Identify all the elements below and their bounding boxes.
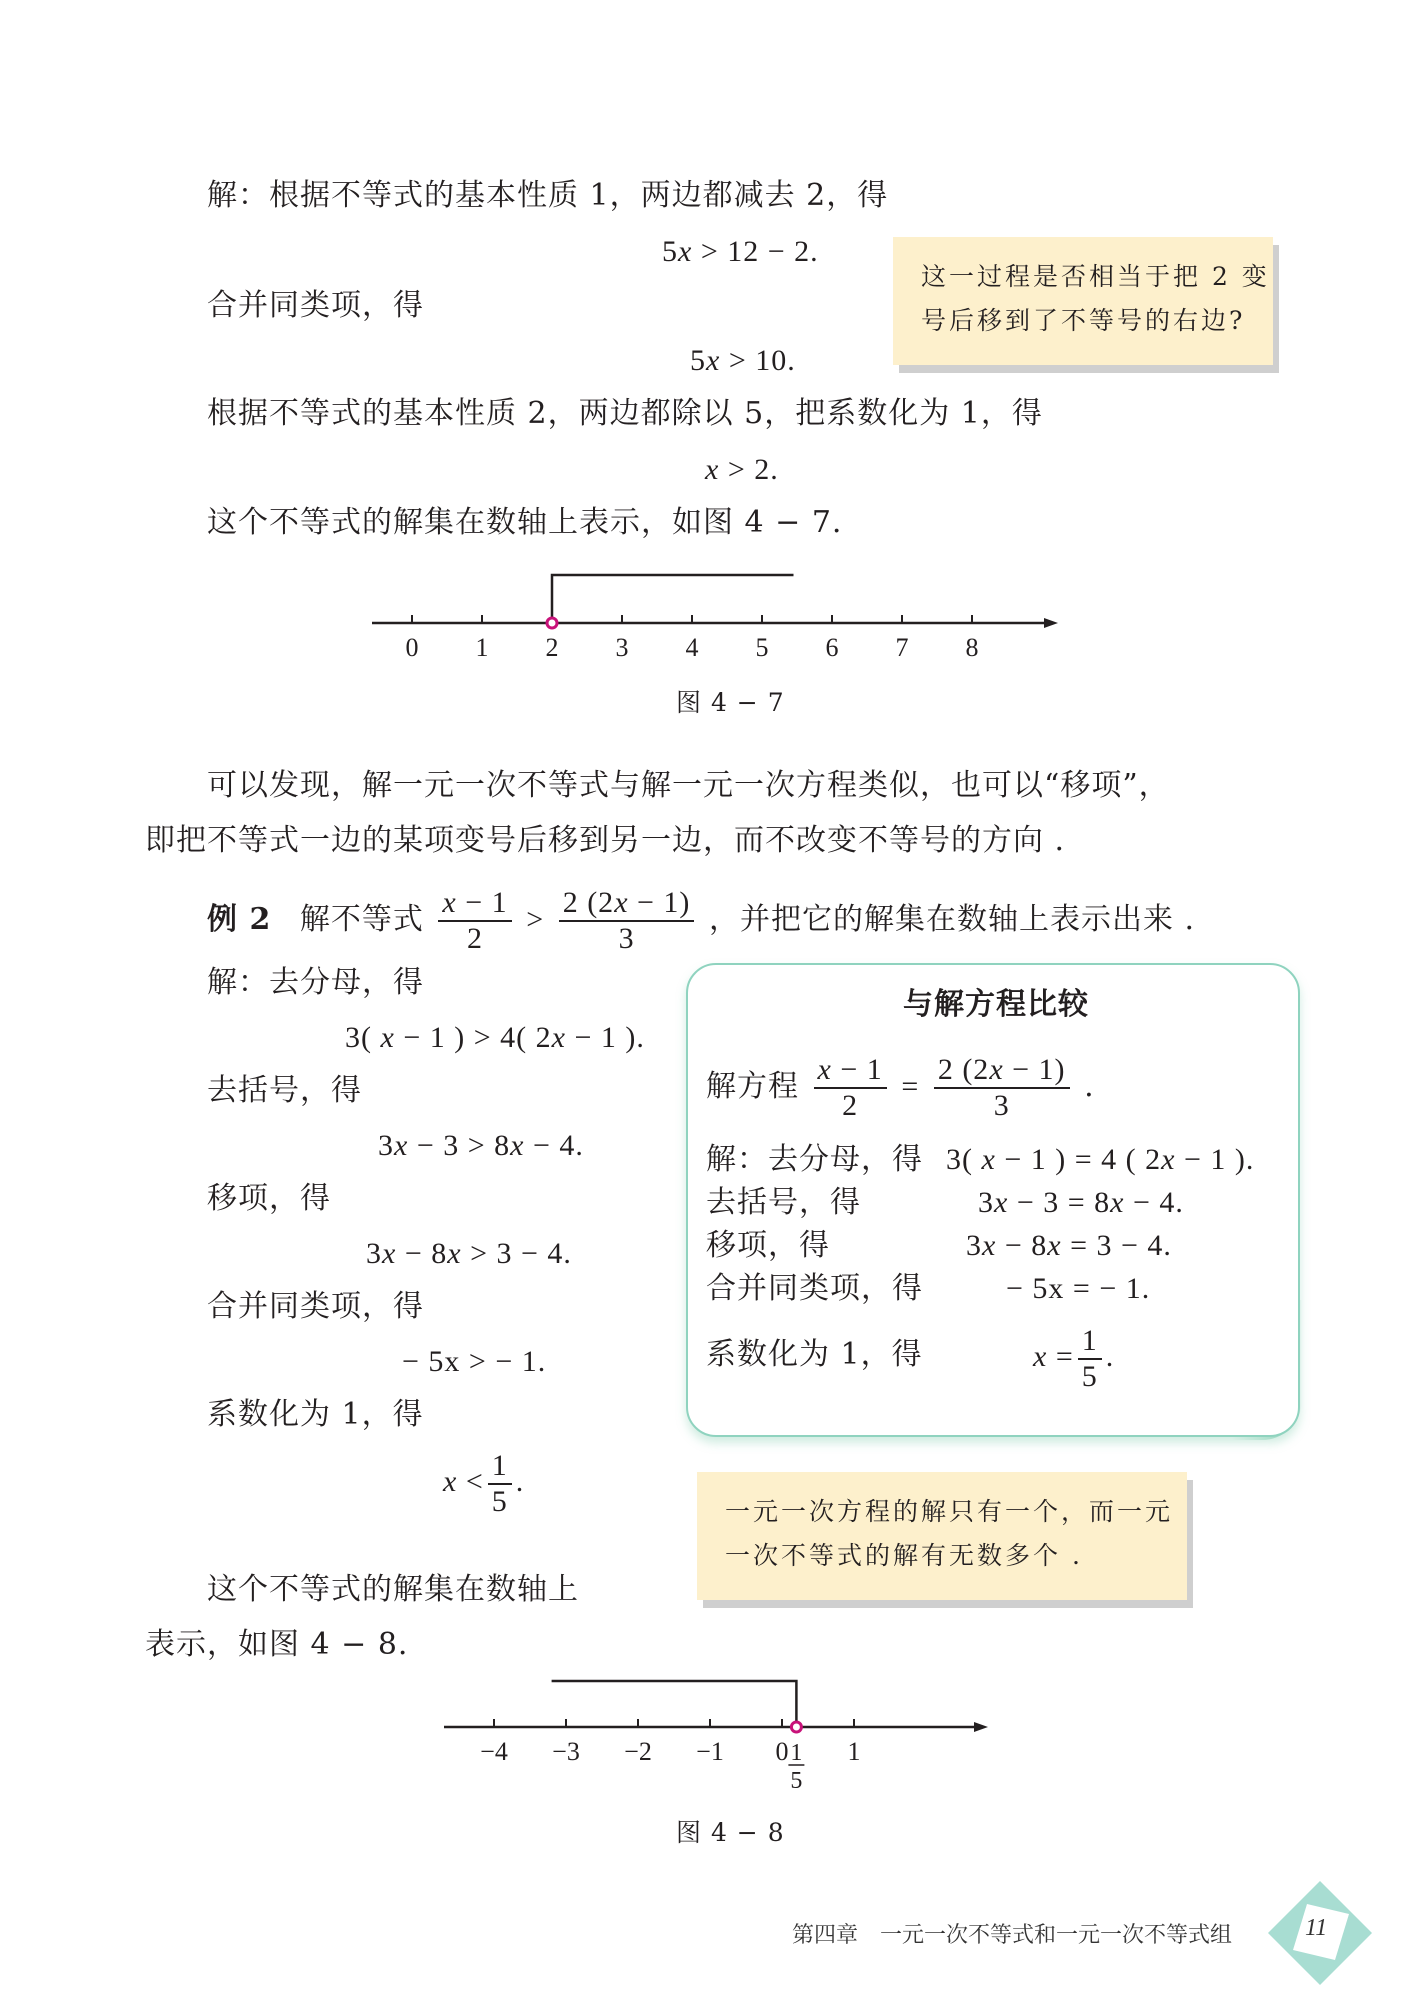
point-label-numerator: 1 [790,1740,803,1766]
note-line-1: 这一过程是否相当于把 2 变 [921,262,1270,291]
compare-equation: 解方程 $\frac{x - 1}{2}$ = $\frac{2 (2x - 1)}{3}$ . [706,1053,1095,1122]
example-2-problem [207,880,1195,960]
compare-with-equation-box [686,963,1300,1437]
tick-label: 8 [965,633,979,662]
axis-arrow-icon [974,1722,988,1732]
sol2-step-3: 移项，得 [207,1181,331,1216]
note-line-2: 一次不等式的解有无数多个 . [725,1541,1083,1570]
example-suffix: ，并把它的解集在数轴上表示出来 . [708,902,1196,937]
number-line-fig-4-8 [0,1640,1425,1800]
sol2-step-1: 解：去分母，得 [207,965,424,1000]
compare-row-eq: 3x − 3 = 8x − 4. [978,1186,1184,1219]
open-point-marker [791,1722,801,1732]
point-label-denominator: 5 [790,1768,803,1794]
axis-arrow-icon [1044,618,1058,628]
note-line-1: 一元一次方程的解只有一个，而一元 [725,1497,1174,1526]
solution-step-2: 合并同类项，得 [207,288,424,323]
tick-label: 1 [847,1737,861,1766]
compare-row-eq: − 5x = − 1. [1006,1272,1151,1305]
tick-label: 0 [405,633,419,662]
observation-line-1: 可以发现，解一元一次不等式与解一元一次方程类似，也可以“移项”， [207,768,1170,803]
sol2-step-4: 合并同类项，得 [207,1289,424,1324]
sol2-eq-5: x < $\frac{1}{5}$ . [443,1449,525,1519]
page-number: 11 [1305,1915,1328,1941]
tick-label: 4 [685,633,699,662]
equation-1: 5x > 12 − 2. [662,235,819,268]
fraction-rhs: $\frac{2 (2x - 1)}{3}$ [559,886,695,956]
solution-set-bracket [552,575,794,623]
chapter-title: 第四章 一元一次不等式和一元一次不等式组 [792,1923,1233,1948]
note-line-2: 号后移到了不等号的右边? [921,306,1246,335]
compare-title: 与解方程比较 [903,987,1089,1022]
number-line-fig-4-7 [0,0,1425,720]
tick-label: 6 [825,633,839,662]
tick-label: 2 [545,633,559,662]
solution-set-bracket [552,1681,797,1727]
compare-row: 去括号，得 [706,1185,861,1220]
sol2-step-2: 去括号，得 [207,1073,362,1108]
compare-row: 合并同类项，得 [706,1271,923,1306]
example-prefix: 解不等式 [299,902,424,937]
sol2-step-5: 系数化为 1，得 [207,1397,424,1432]
insight-note [697,1472,1187,1600]
equation-3: x > 2. [705,453,779,486]
compare-row-eq: 3x − 8x = 3 − 4. [966,1229,1172,1262]
tick-label: −1 [696,1737,724,1766]
tick-label: −2 [624,1737,652,1766]
tick-label: −4 [480,1737,508,1766]
observation-line-2: 即把不等式一边的某项变号后移到另一边，而不改变不等号的方向 . [145,823,1066,858]
example-label: 例 2 [207,902,272,937]
solution-step-1: 解：根据不等式的基本性质 1，两边都减去 2，得 [207,178,889,213]
tick-label: 7 [895,633,909,662]
compare-last-label: 系数化为 1，得 [706,1337,923,1372]
sol2-eq-3: 3x − 8x > 3 − 4. [366,1237,572,1270]
solution-step-3: 根据不等式的基本性质 2，两边都除以 5，把系数化为 1，得 [207,396,1043,431]
equation-2: 5x > 10. [690,344,796,377]
sol2-eq-4: − 5x > − 1. [402,1345,547,1378]
compare-row: 解：去分母，得 [706,1142,923,1177]
solution-step-4: 这个不等式的解集在数轴上表示，如图 4 − 7. [207,505,843,540]
tick-label: −3 [552,1737,580,1766]
sol2-eq-2: 3x − 3 > 8x − 4. [378,1129,584,1162]
compare-row-eq: 3( x − 1 ) = 4 ( 2x − 1 ). [946,1143,1255,1176]
sol2-step-6a: 这个不等式的解集在数轴上 [207,1572,579,1607]
compare-last-eq: x = $\frac{1}{5}$ . [1033,1324,1115,1394]
fraction-lhs: $\frac{x - 1}{2}$ [438,886,511,956]
sol2-step-6b: 表示，如图 4 − 8. [145,1627,409,1662]
figure-caption-4-7: 图 4 − 7 [676,688,785,717]
tick-label: 3 [615,633,629,662]
tick-label: 0 [775,1737,789,1766]
tick-label: 5 [755,633,769,662]
inequality-sign: > [526,903,545,936]
sol2-eq-1: 3( x − 1 ) > 4( 2x − 1 ). [345,1021,645,1054]
figure-caption-4-8: 图 4 − 8 [676,1818,785,1847]
open-point-marker [547,618,557,628]
compare-row: 移项，得 [706,1228,830,1263]
tick-label: 1 [475,633,489,662]
